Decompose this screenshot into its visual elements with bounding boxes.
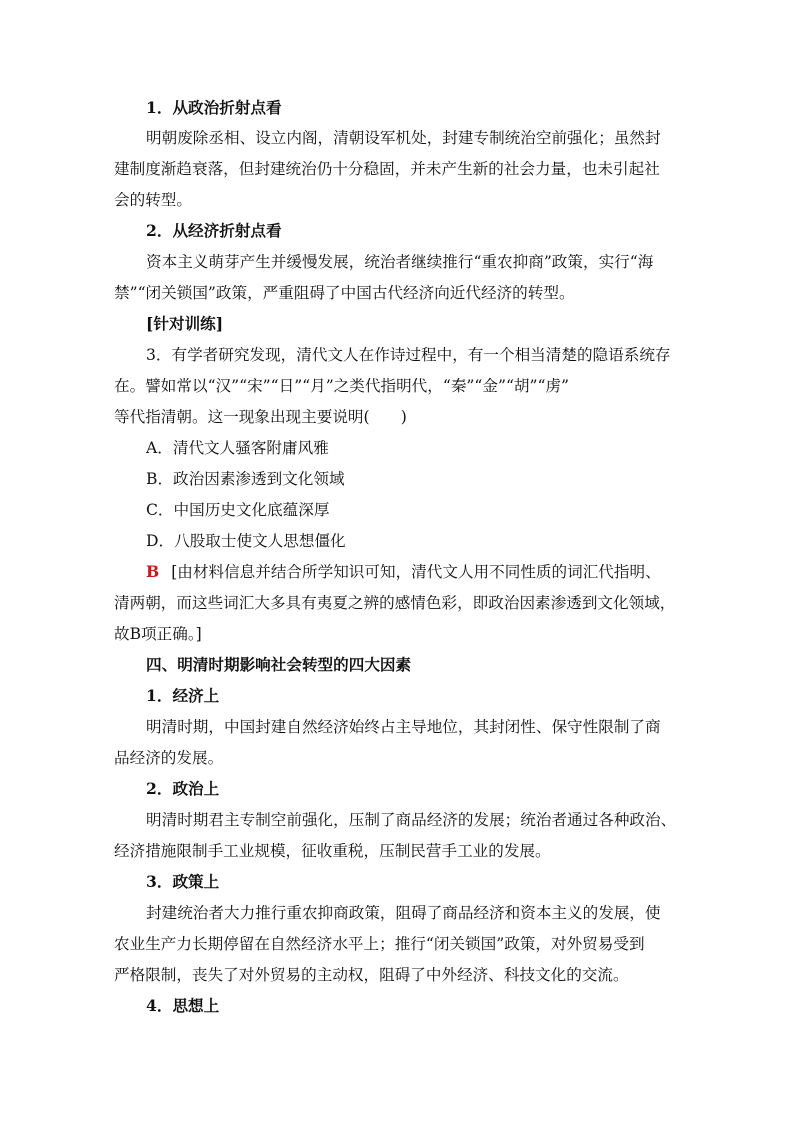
point-2-title: 2．从经济折射点看 bbox=[146, 221, 282, 240]
option-d: D．八股取士使文人思想僵化 bbox=[146, 532, 346, 550]
item-1-title: 1．经济上 bbox=[146, 686, 220, 705]
point-1-text-line-3: 会的转型。 bbox=[114, 191, 192, 209]
point-2-text-line-1: 资本主义萌芽产生并缓慢发展，统治者继续推行“重农抑商”政策，实行“海 bbox=[146, 253, 654, 271]
option-a: A．清代文人骚客附庸风雅 bbox=[146, 439, 329, 457]
answer-line-2: 清两朝，而这些词汇大多具有夷夏之辨的感情色彩，即政治因素渗透到文化领域， bbox=[114, 594, 676, 612]
item-2-title: 2．政治上 bbox=[146, 779, 220, 798]
answer-letter: B bbox=[146, 562, 160, 581]
item-3-title: 3．政策上 bbox=[146, 872, 220, 891]
item-3-text-line-2: 农业生产力长期停留在自然经济水平上；推行“闭关锁国”政策，对外贸易受到 bbox=[114, 935, 645, 953]
item-1-text-line-2: 品经济的发展。 bbox=[114, 749, 224, 767]
point-1-text-line-2: 建制度渐趋衰落，但封建统治仍十分稳固，并未产生新的社会力量，也未引起社 bbox=[114, 160, 660, 178]
training-label: [针对训练] bbox=[146, 314, 224, 333]
section-4-heading: 四、明清时期影响社会转型的四大因素 bbox=[146, 655, 412, 674]
item-4-title: 4．思想上 bbox=[146, 996, 220, 1015]
item-3-text-line-3: 严格限制，丧失了对外贸易的主动权，阻碍了中外经济、科技文化的交流。 bbox=[114, 966, 629, 984]
option-b: B．政治因素渗透到文化领域 bbox=[146, 470, 345, 488]
answer-text-1: [由材料信息并结合所学知识可知，清代文人用不同性质的词汇代指明、 bbox=[171, 563, 661, 581]
question-line-2: 在。譬如常以“汉”“宋”“日”“月”之类代指明代，“秦”“金”“胡”“虏” bbox=[114, 377, 570, 395]
answer-line-1 bbox=[146, 562, 694, 582]
item-3-text-line-1: 封建统治者大力推行重农抑商政策，阻碍了商品经济和资本主义的发展，使 bbox=[146, 904, 661, 922]
item-1-text-line-1: 明清时期，中国封建自然经济始终占主导地位，其封闭性、保守性限制了商 bbox=[146, 718, 661, 736]
answer-line-3: 故B项正确。] bbox=[114, 625, 202, 643]
option-c: C．中国历史文化底蕴深厚 bbox=[146, 501, 330, 519]
question-line-1: 3．有学者研究发现，清代文人在作诗过程中，有一个相当清楚的隐语系统存 bbox=[146, 346, 671, 364]
item-2-text-line-2: 经济措施限制手工业规模，征收重税，压制民营手工业的发展。 bbox=[114, 842, 551, 860]
point-2-text-line-2: 禁”“闭关锁国”政策，严重阻碍了中国古代经济向近代经济的转型。 bbox=[114, 284, 575, 302]
point-1-text-line-1: 明朝废除丞相、设立内阁，清朝设军机处，封建专制统治空前强化；虽然封 bbox=[146, 129, 661, 147]
question-line-3: 等代指清朝。这一现象出现主要说明( ) bbox=[114, 408, 407, 426]
item-2-text-line-1: 明清时期君主专制空前强化，压制了商品经济的发展；统治者通过各种政治、 bbox=[146, 811, 677, 829]
point-1-title: 1．从政治折射点看 bbox=[146, 98, 282, 117]
